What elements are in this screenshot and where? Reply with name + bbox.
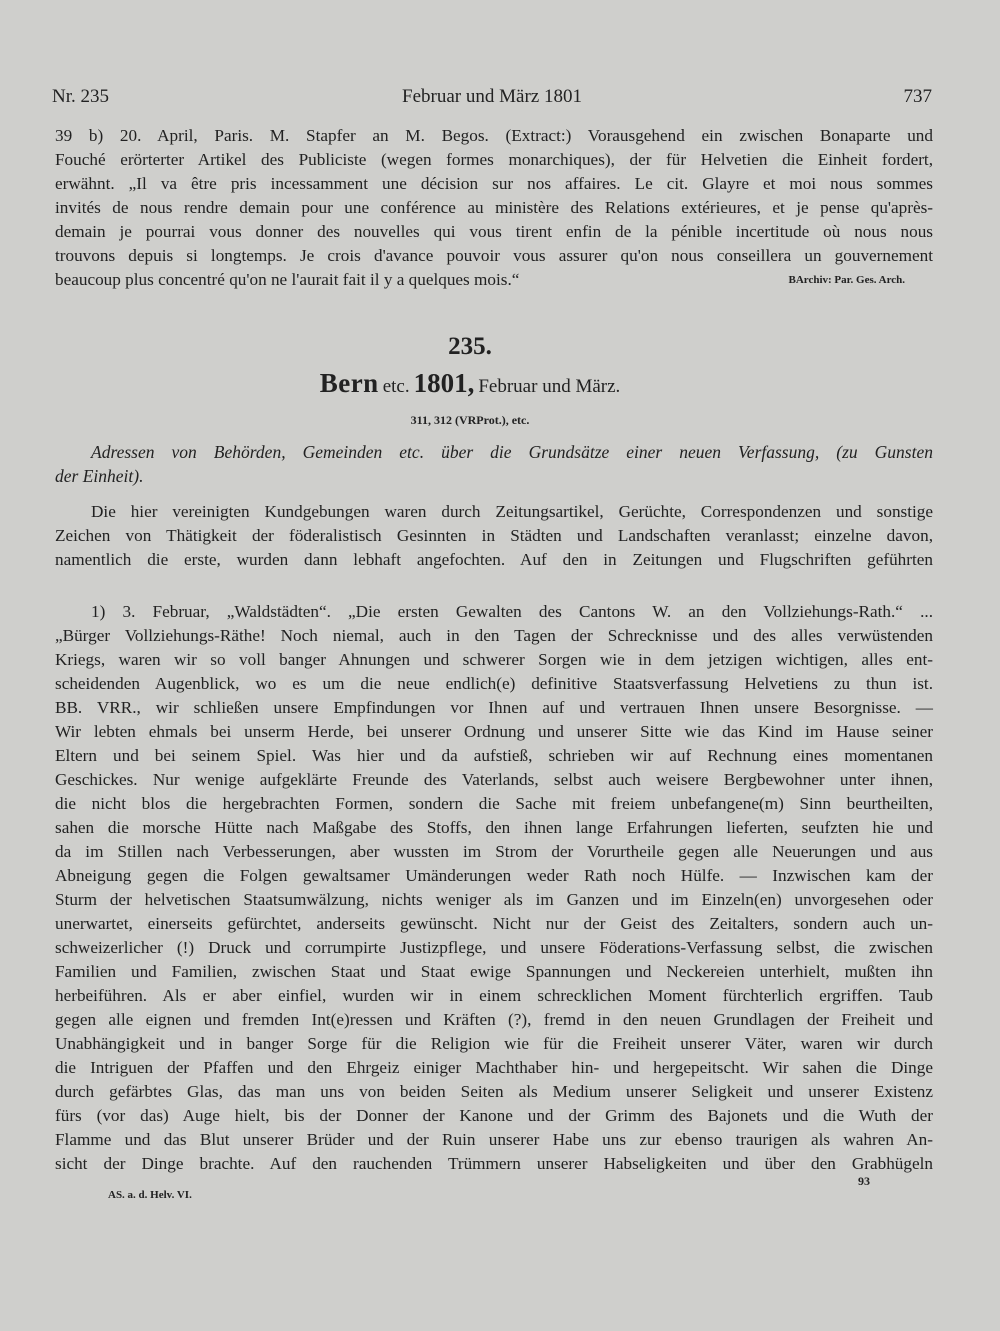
- page-number: 737: [903, 86, 932, 107]
- entry-39b-line: beaucoup plus concentré qu'on ne l'aurait fait il y a quelques mois.“: [55, 270, 520, 289]
- entry-39b-last-line: [55, 268, 933, 292]
- item-1-line: Sturm der helvetischen Staatsumwälzung, nichts weniger als im Ganzen und im Einzeln(en) unvorgesehen oder: [55, 890, 933, 909]
- entry-39b: [55, 124, 933, 292]
- entry-39b-line: Fouché erörterter Artikel des Publiciste (wegen formes monarchiques), der für Helvetien die Einheit fordert,: [55, 150, 933, 169]
- item-1-line: die nicht blos die hergebrachten Formen, sondern die Sache mit freiem unbefangene(m) Sinn beurtheilten,: [55, 794, 933, 813]
- item-1-line: BB. VRR., wir schließen unsere Empfindungen vor Ihnen auf und vertrauen Ihnen unsere Besorgnisse. —: [55, 698, 933, 717]
- entry-39b-line: 39 b) 20. April, Paris. M. Stapfer an M. Begos. (Extract:) Vorausgehend ein zwischen Bonaparte und: [55, 126, 933, 145]
- item-1-line: Geschickes. Nur wenige aufgeklärte Freunde des Vaterlands, selbst auch weisere Bergbewohner unter ihnen,: [55, 770, 933, 789]
- intro-line: namentlich die erste, wurden dann lebhaft angefochten. Auf den in Zeitungen und Flugschriften geführten: [55, 550, 933, 569]
- running-head-date: Februar und März 1801: [402, 86, 582, 107]
- item-1-paragraph: [55, 600, 933, 1176]
- intro-line: Die hier vereinigten Kundgebungen waren durch Zeitungsartikel, Gerüchte, Correspondenzen und sonstige: [91, 502, 933, 521]
- item-1-line: „Bürger Vollziehungs-Räthe! Noch niemal, auch in den Tagen der Schrecknisse und des alles verwüstenden: [55, 626, 933, 645]
- item-1-line: 1) 3. Februar, „Waldstädten“. „Die ersten Gewalten des Cantons W. an den Vollziehungs-Rath.“ ...: [91, 602, 933, 621]
- item-1-line: Eltern und bei seinem Spiel. Was hier und da aufstieß, schrieben wir auf Rechnung eines momentanen: [55, 746, 933, 765]
- running-head-number: Nr. 235: [52, 86, 109, 107]
- item-1-line: unerwartet, einerseits gefürchtet, anderseits gewünscht. Nicht nur der Geist des Zeitalters, sondern auch un-: [55, 914, 933, 933]
- section-reference: 311, 312 (VRProt.), etc.: [410, 413, 530, 427]
- section-months: Februar und März.: [478, 376, 621, 397]
- item-1-line: durch gefärbtes Glas, das man uns von beiden Seiten als Medium unserer Seligkeit und unserer Existenz: [55, 1082, 933, 1101]
- section-heading: [0, 368, 940, 399]
- item-1-line: Unabhängigkeit und in banger Sorge für die Religion wie für die Freiheit unserer Väter, waren wir durch: [55, 1034, 933, 1053]
- entry-39b-line: erwähnt. „Il va être pris incessamment une décision sur nos affaires. Le cit. Glayre et moi nous sommes: [55, 174, 933, 193]
- running-head: [52, 86, 932, 116]
- signature-mark: AS. a. d. Helv. VI.: [108, 1189, 192, 1201]
- section-year: 1801,: [413, 368, 475, 398]
- item-1-line: Abneigung gegen die Folgen gewaltsamer Umänderungen weder Rath noch Hülfe. — Inzwischen kam der: [55, 866, 933, 885]
- item-1-line: die Intriguen der Pfaffen und den Ehrgeiz einiger Machthaber hin- und hergepeitscht. Wir sahen die Dinge: [55, 1058, 933, 1077]
- section-etc: etc.: [382, 376, 410, 397]
- item-1-line: Familien und Familien, zwischen Staat und Staat ewige Spannungen und Neckereien unterhielt, mußten ihn: [55, 962, 933, 981]
- item-1-line: gegen alle eignen und fremden Int(e)ressen und Kräften (?), fremd in den neuen Grundlagen der Freiheit und: [55, 1010, 933, 1029]
- section-number: 235.: [448, 333, 492, 360]
- item-1-line: sahen die morsche Hütte nach Maßgabe des Stoffs, den ihnen lange Erfahrungen lieferten, seufzten hie und: [55, 818, 933, 837]
- intro-paragraph: [55, 500, 933, 572]
- item-1-line: Wir lebten ehmals bei unserm Herde, bei unserer Ordnung und unserer Sitte wie das Kind im Hause seiner: [55, 722, 933, 741]
- item-1-line: schweizerlicher (!) Druck und corrumpirte Justizpflege, und unsere Föderations-Verfassung selbst, die zwischen: [55, 938, 933, 957]
- item-1-line: Flamme und das Blut unserer Brüder und der Ruin unserer Habe uns zur ebenso traurigen als wahren An-: [55, 1130, 933, 1149]
- entry-39b-line: trouvons depuis si longtemps. Je crois d'avance pouvoir vous assurer qu'on nous conseillera un gouvernement: [55, 246, 933, 265]
- sheet-number: 93: [858, 1174, 870, 1188]
- summary-line: Adressen von Behörden, Gemeinden etc. über die Grundsätze einer neuen Verfassung, (zu Gunsten: [91, 442, 933, 462]
- item-1-line: da im Stillen nach Verbesserungen, aber wussten im Strom der Vorurtheile gegen alle Neuerungen und aus: [55, 842, 933, 861]
- section-place: Bern: [319, 368, 379, 398]
- entry-39b-line: invités de nous rendre demain pour une conférence au ministère des Relations extérieures, et je pense qu'après-: [55, 198, 933, 217]
- item-1-line: fürs (vor das) Auge hielt, bis der Donner der Kanone und der Grimm des Bajonets und die Wuth der: [55, 1106, 933, 1125]
- entry-39b-line: demain je pourrai vous donner des nouvelles qui vous tirent enfin de la pénible incertitude où nous nous: [55, 222, 933, 241]
- intro-line: Zeichen von Thätigkeit der föderalistisch Gesinnten in Städten und Landschaften veranlasst; einzelne davon,: [55, 526, 933, 545]
- item-1-line: Kriegs, waren wir so voll banger Ahnungen und schwerer Sorgen wie in dem jetzigen wichtigen, alles ent-: [55, 650, 933, 669]
- summary-line: der Einheit).: [55, 466, 144, 486]
- section-summary: [55, 440, 933, 488]
- item-1-line: sicht der Dinge brachte. Auf den rauchenden Trümmern unserer Habseligkeiten und über den Grabhügeln: [55, 1154, 933, 1173]
- item-1-line: scheidenden Augenblick, wo es um die neue endlich(e) definitive Staatsverfassung Helvetiens zu thun ist.: [55, 674, 933, 693]
- item-1-line: herbeiführen. Als er aber einfiel, wurden wir in einem schrecklichen Moment fürchterlich ergriffen. Taub: [55, 986, 933, 1005]
- source-note: BArchiv: Par. Ges. Arch.: [788, 274, 905, 286]
